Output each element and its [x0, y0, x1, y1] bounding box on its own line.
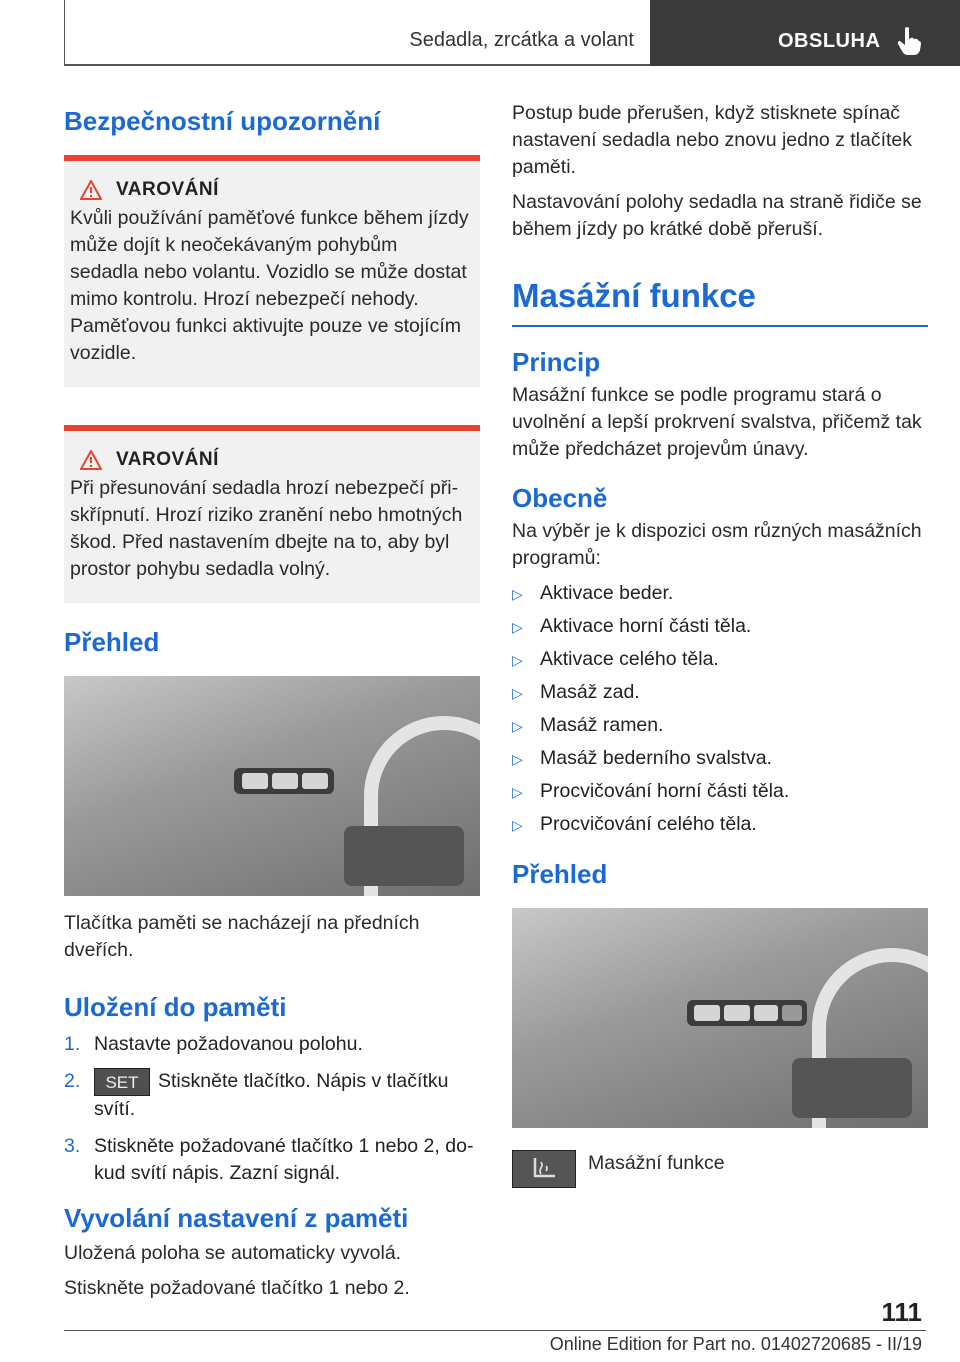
principle-text: Masážní funkce se podle programu stará o uvolnění a lepší prokrvení svalstva, přičemž tak může předcházet projevům únavy. [512, 384, 922, 460]
list-item: 3. Stiskněte požadované tlačítko 1 nebo 2, dokud svítí nápis. Zazní signál. [64, 1135, 474, 1184]
driver-seat-text: Nastavování polohy sedadla na straně řidiče se během jízdy po krátké době přeruší. [512, 191, 922, 240]
overview-heading-right: Přehled [512, 859, 608, 889]
recall-text-2: Stiskněte požadované tlačítko 1 nebo 2. [64, 1277, 410, 1299]
save-steps-list [64, 1031, 480, 1187]
left-column [64, 100, 480, 1302]
heading-rule [512, 325, 928, 327]
list-item: ▷ Aktivace beder. [512, 582, 674, 604]
general-heading: Obecně [512, 483, 608, 513]
general-text: Na výběr je k dispozici osm různých masážních programů: [512, 520, 922, 569]
massage-heading: Masážní funkce [512, 277, 756, 314]
header-rule-bottom [64, 64, 650, 66]
warning-triangle-icon [80, 450, 102, 470]
massage-icon-caption: Masážní funkce [588, 1152, 725, 1174]
recall-heading: Vyvolání nastavení z paměti [64, 1203, 409, 1233]
principle-heading: Princip [512, 347, 601, 377]
warning-triangle-icon [80, 180, 102, 200]
warning-title: VAROVÁNÍ [116, 179, 219, 200]
interrupt-text: Postup bude přerušen, když stisknete spínač nastavení sedadla nebo znovu jedno z tlačítek paměti. [512, 102, 913, 178]
right-column [512, 100, 928, 1188]
list-item: 2. SET Stiskněte tlačítko. Nápis v tlačítku svítí. [64, 1070, 449, 1120]
save-heading: Uložení do paměti [64, 992, 287, 1022]
warning-box-2 [64, 425, 480, 603]
list-item: ▷ Procvičování horní části těla. [512, 780, 790, 802]
door-memory-buttons-photo [64, 676, 480, 896]
photo-caption: Tlačítka paměti se nacházejí na předních dveřích. [64, 912, 420, 961]
header-chapter-label: OBSLUHA [778, 30, 881, 52]
list-item: ▷ Aktivace celého těla. [512, 648, 719, 670]
warning-title: VAROVÁNÍ [116, 449, 219, 470]
programs-list [512, 580, 928, 839]
header-section-title: Sedadla, zrcátka a volant [409, 29, 634, 51]
list-item: 1. Nastavte požadovanou polohu. [64, 1033, 363, 1055]
massage-icon-legend [512, 1150, 928, 1188]
set-button-icon: SET [94, 1068, 150, 1096]
list-item: ▷ Masáž bederního svalstva. [512, 747, 772, 769]
header-rule-left [64, 0, 65, 66]
page-number: 111 [881, 1297, 922, 1327]
warning-text: Kvůli používání paměťové funkce během jízdy může dojít k neočekávaným pohybům sedadla nebo volantu. Vozidlo se může dostat mimo kontrolu. Hrozí nebezpečí nehody. Paměťovou funkci aktivujte pouze ve stojícím vozidle. [70, 207, 469, 364]
safety-heading: Bezpečnostní upozornění [64, 106, 381, 136]
list-item: ▷ Procvičování celého těla. [512, 813, 757, 835]
massage-seat-icon [512, 1150, 576, 1188]
footer-rule [64, 1330, 926, 1331]
footer-edition-text: Online Edition for Part no. 01402720685 - II/19 [549, 1334, 922, 1354]
recall-text-1: Uložená poloha se automaticky vyvolá. [64, 1242, 402, 1264]
warning-box-1 [64, 155, 480, 387]
pointing-hand-icon [896, 26, 922, 56]
overview-heading: Přehled [64, 627, 160, 657]
list-item: ▷ Masáž zad. [512, 681, 640, 703]
warning-text: Při přesunování sedadla hrozí nebezpečí přiskřípnutí. Hrozí riziko zranění nebo hmotných škod. Před nastavením dbejte na to, aby byl prostor pohybu sedadla volný. [70, 477, 463, 580]
list-item: ▷ Aktivace horní části těla. [512, 615, 752, 637]
list-item: ▷ Masáž ramen. [512, 714, 664, 736]
door-massage-button-photo [512, 908, 928, 1128]
